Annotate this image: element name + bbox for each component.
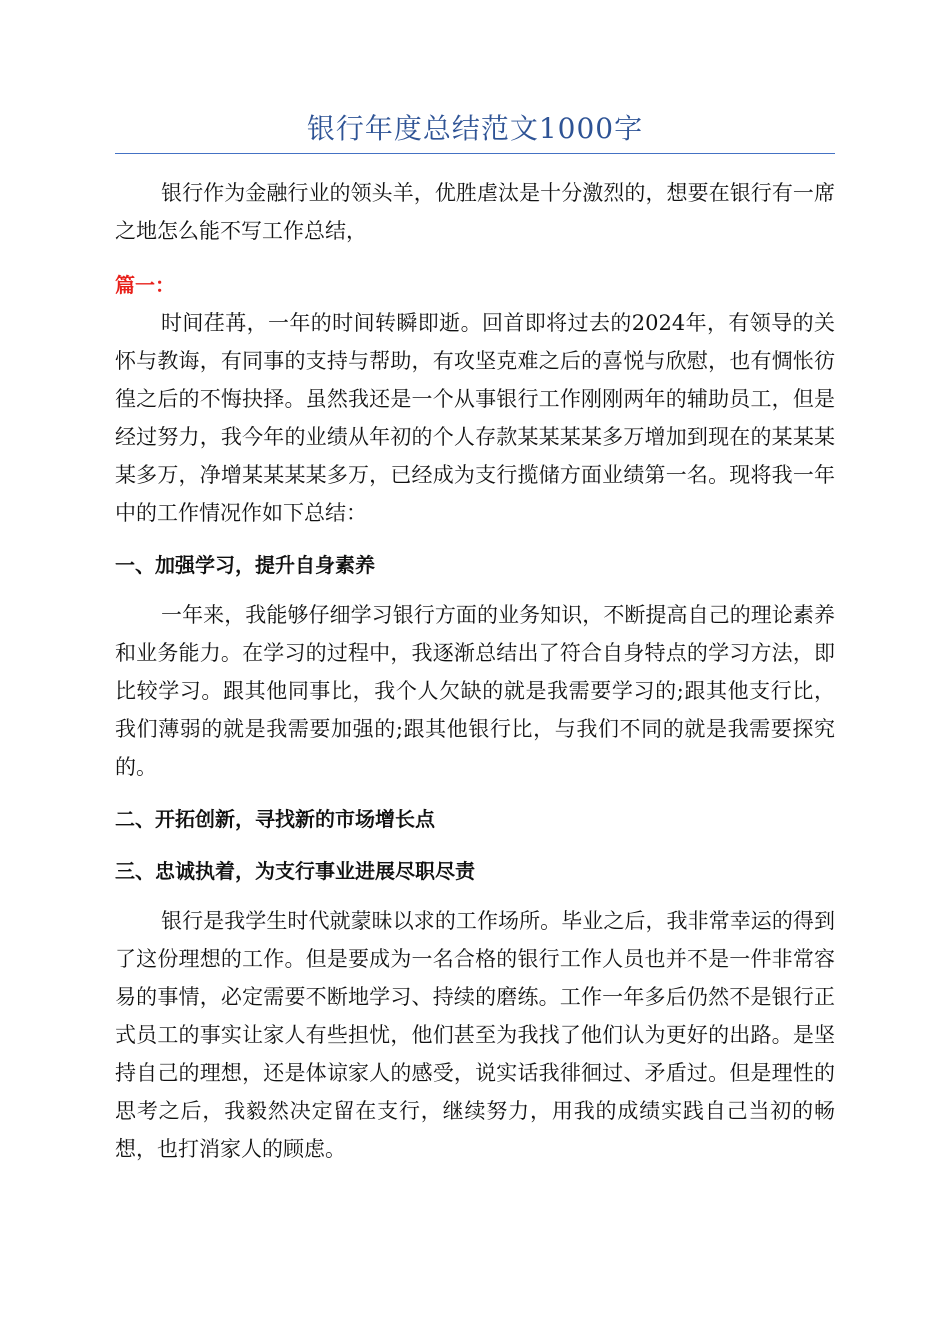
section-heading-3: 三、忠诚执着，为支行事业进展尽职尽责: [115, 859, 475, 883]
paragraph-2: 一年来，我能够仔细学习银行方面的业务知识，不断提高自己的理论素养和业务能力。在学习的过程中，我逐渐总结出了符合自身特点的学习方法，即比较学习。跟其他同事比，我个人欠缺的就是我需要学习的;跟其他支行比，我们薄弱的就是我需要加强的;跟其他银行比，与我们不同的就是我需要探究的。: [115, 603, 835, 779]
paragraph-1: 时间荏苒，一年的时间转瞬即逝。回首即将过去的2024年，有领导的关怀与教诲，有同事的支持与帮助，有攻坚克难之后的喜悦与欣慰，也有惆怅彷徨之后的不悔抉择。虽然我还是一个从事银行工作刚刚两年的辅助员工，但是经过努力，我今年的业绩从年初的个人存款某某某某多万增加到现在的某某某某多万，净增某某某某多万，已经成为支行揽储方面业绩第一名。现将我一年中的工作情况作如下总结：: [115, 311, 835, 525]
part-heading: 篇一：: [115, 273, 175, 297]
section-heading-1: 一、加强学习，提升自身素养: [115, 553, 375, 577]
document-title: 银行年度总结范文1000字: [306, 112, 644, 145]
paragraph-3: 银行是我学生时代就蒙昧以求的工作场所。毕业之后，我非常幸运的得到了这份理想的工作。但是要成为一名合格的银行工作人员也并不是一件非常容易的事情，必定需要不断地学习、持续的磨练。工作一年多后仍然不是银行正式员工的事实让家人有些担忧，他们甚至为我找了他们认为更好的出路。是坚持自己的理想，还是体谅家人的感受，说实话我徘徊过、矛盾过。但是理性的思考之后，我毅然决定留在支行，继续努力，用我的成绩实践自己当初的畅想，也打消家人的顾虑。: [115, 909, 835, 1161]
document-content: [115, 110, 835, 1168]
title-underline: [115, 153, 835, 154]
section-heading-2: 二、开拓创新，寻找新的市场增长点: [115, 807, 435, 831]
intro-paragraph: 银行作为金融行业的领头羊，优胜虐汰是十分激烈的，想要在银行有一席之地怎么能不写工作总结，: [115, 181, 835, 243]
